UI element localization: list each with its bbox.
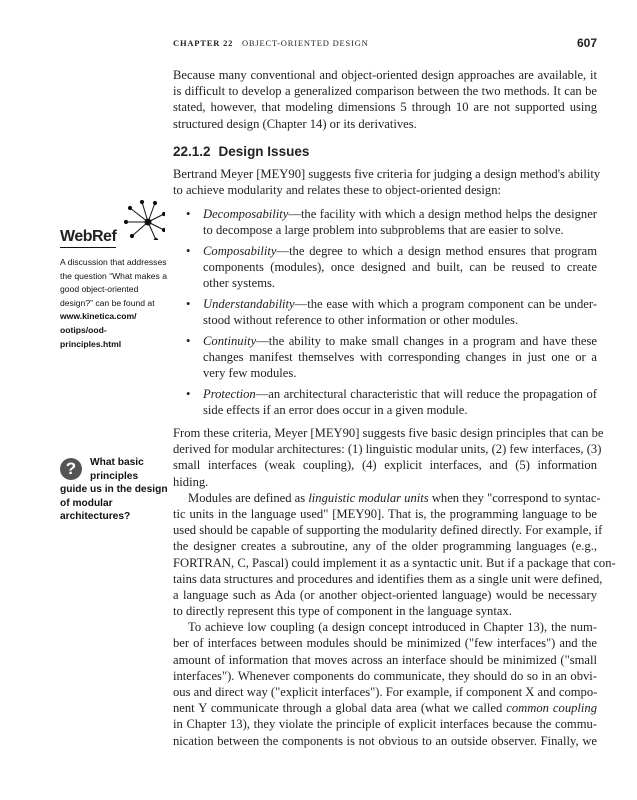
webref-note — [60, 256, 170, 351]
text-span: very few modules. — [203, 366, 297, 381]
text-line — [203, 222, 597, 238]
text-line — [173, 116, 597, 132]
text-span: —the degree to which a design method ensures that program — [276, 243, 597, 258]
chapter-label: CHAPTER 22 — [173, 38, 234, 48]
text-span: a language such as Ada (or another object-oriented language) would be necessary — [173, 587, 597, 602]
text-span: nication between the components is not obvious to an outside observer. Finally, we — [173, 733, 597, 748]
text-span: interfaces"). Whenever components do communicate, they should do so in an obvi- — [173, 668, 597, 683]
paragraph — [173, 67, 597, 132]
text-line — [173, 538, 597, 554]
question-rest: guide us in the design of modular architectures? — [60, 484, 168, 523]
question-line1: What basic principles — [90, 457, 144, 482]
bullet-icon: • — [186, 296, 191, 311]
text-span: the designer creates a subroutine, any of the older programming languages (e.g., — [173, 539, 597, 554]
webref-wordmark: WebRef — [60, 228, 116, 248]
text-span: Because many conventional and object-oriented design approaches are available, it — [173, 68, 597, 82]
italic-term: Composability — [203, 243, 277, 258]
bullet-icon: • — [186, 207, 191, 221]
text-span: ber of interfaces between modules should be minimized ("few interfaces") and the — [173, 636, 597, 651]
text-line — [173, 587, 597, 603]
bullet-item — [173, 386, 597, 418]
text-line — [173, 716, 597, 732]
bullet-item — [173, 206, 597, 238]
text-line — [173, 182, 597, 198]
text-line — [173, 619, 597, 635]
text-line — [203, 275, 597, 291]
text-span: —the ease with which a program component can be under- — [294, 296, 597, 311]
text-line — [173, 506, 597, 522]
text-line — [173, 83, 597, 99]
text-line — [203, 312, 597, 328]
italic-term: Protection — [203, 386, 256, 401]
text-span: components (modules), once designed and built, can be reused to create — [203, 260, 597, 275]
text-span: FORTRAN, C, Pascal) could implement it as a syntactic unit. But if a package that con- — [173, 555, 616, 570]
text-line — [203, 402, 597, 418]
bullet-icon: • — [186, 386, 191, 401]
text-line — [173, 99, 597, 115]
text-line — [203, 349, 597, 365]
section-heading — [173, 144, 309, 159]
bullet-item — [173, 333, 597, 382]
webref-logo — [60, 200, 165, 260]
paragraph — [173, 619, 597, 749]
text-line — [203, 296, 597, 312]
italic-term: Understandability — [203, 296, 295, 311]
text-span: —the facility with which a design method helps the designer — [288, 207, 597, 221]
bullet-icon: • — [186, 243, 191, 258]
criteria-list — [173, 206, 597, 423]
text-span: Modules are defined as — [188, 490, 309, 505]
text-span: To achieve low coupling (a design concept introduced in Chapter 13), the num- — [188, 620, 597, 635]
text-span: structured design (Chapter 14) or its derivatives. — [173, 116, 417, 131]
text-span: used should be capable of supporting the modularity defined directly. For example, if — [173, 523, 603, 538]
webref-description: A discussion that addresses the question “What makes a good object-oriented design?” can be found at — [60, 257, 167, 308]
webref-url[interactable]: www.kinetica.com/ ootips/ood- principles.html — [60, 311, 137, 349]
text-line — [203, 365, 597, 381]
text-span: From these criteria, Meyer [MEY90] suggests five basic design principles that can be — [173, 426, 604, 440]
text-line — [173, 522, 603, 538]
text-line — [173, 490, 601, 506]
text-span: —an architectural characteristic that will reduce the propagation of — [255, 386, 597, 401]
text-line — [173, 166, 601, 182]
bullet-icon: • — [186, 333, 191, 348]
text-line — [173, 652, 597, 668]
paragraph — [173, 166, 601, 198]
page-number: 607 — [576, 36, 597, 50]
text-span: changes manifest themselves with corresponding changes in just one or a — [203, 350, 597, 364]
text-line — [203, 243, 597, 259]
text-line — [173, 457, 597, 473]
text-span: amount of information that moves across an interface should be minimized ("small — [173, 652, 597, 667]
paragraph — [173, 425, 604, 490]
text-line — [173, 555, 616, 571]
section-number: 22.1.2 — [173, 144, 211, 159]
text-span: hiding. — [173, 474, 209, 489]
text-span: stood without reference to other information or other modules. — [203, 313, 519, 328]
text-span: tains data structures and procedures and identifies them as a single unit were defined, — [173, 571, 603, 586]
text-span: tic units in the language used" [MEY90]. That is, the programming language to be — [173, 506, 597, 521]
text-line — [173, 441, 602, 457]
question-icon: ? — [60, 458, 82, 480]
section-title: Design Issues — [218, 144, 310, 159]
text-span: to achieve modularity and relates these to object-oriented design: — [173, 183, 502, 198]
text-line — [203, 259, 597, 275]
text-line — [173, 700, 597, 716]
italic-term: linguistic modular units — [308, 490, 429, 505]
intro-paragraph — [173, 67, 597, 132]
criteria-intro — [173, 166, 601, 198]
text-span: other systems. — [203, 276, 276, 291]
text-line — [173, 425, 604, 441]
body-text — [173, 425, 616, 749]
text-line — [203, 386, 597, 402]
chapter-title: OBJECT-ORIENTED DESIGN — [241, 38, 369, 48]
text-span: to directly represent this type of component in the language syntax. — [173, 604, 512, 619]
text-span: when they "correspond to syntac- — [428, 490, 601, 505]
italic-term: Decomposability — [203, 207, 289, 221]
text-span: —the ability to make small changes in a program and have these — [256, 333, 597, 348]
text-span: side effects if an error does occur in a given module. — [203, 403, 468, 418]
text-span: Bertrand Meyer [MEY90] suggests five criteria for judging a design method's ability — [173, 167, 601, 181]
text-span: stated, however, that modeling dimensions 5 through 10 are not supported using — [173, 100, 597, 115]
text-line — [173, 474, 597, 490]
italic-term: common coupling — [506, 701, 598, 716]
text-span: nent Y communicate through a global data area (what we called — [173, 701, 507, 716]
text-span: in Chapter 13), they violate the principle of explicit interfaces because the commu- — [173, 717, 597, 732]
text-span: derived for modular architectures: (1) linguistic modular units, (2) few interfaces, (3) — [173, 442, 602, 457]
italic-term: Continuity — [203, 333, 257, 348]
text-line — [173, 571, 603, 587]
text-line — [173, 684, 597, 700]
paragraph — [173, 490, 616, 620]
bullet-item — [173, 243, 597, 292]
running-header — [173, 38, 597, 52]
text-span: to decompose a large problem into subproblems that are easier to solve. — [203, 223, 564, 238]
text-line — [173, 635, 597, 651]
text-span: is difficult to develop a generalized comparison between the two methods. It can be — [173, 84, 597, 99]
text-span: small interfaces (weak coupling), (4) explicit interfaces, and (5) information — [173, 458, 597, 473]
text-line — [203, 333, 597, 349]
text-line — [173, 668, 597, 684]
margin-question — [60, 456, 172, 524]
text-line — [173, 67, 597, 83]
bullet-item — [173, 296, 597, 328]
text-span: ous and direct way ("explicit interfaces"). For example, if component X and compo- — [173, 685, 598, 699]
text-line — [173, 733, 597, 749]
text-line — [203, 206, 597, 222]
text-line — [173, 603, 597, 619]
